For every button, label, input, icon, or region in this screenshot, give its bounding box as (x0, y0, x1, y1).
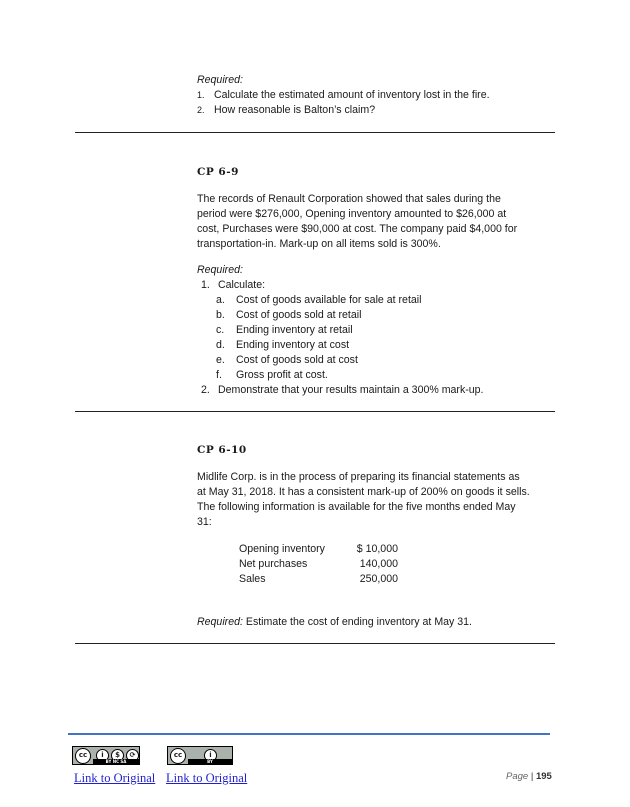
attribution-icon: i (204, 749, 217, 762)
item-number: 1. (197, 90, 205, 100)
list-item (201, 383, 484, 398)
paragraph-line: transportation-in. Mark-up on all items sold is 300%. (197, 238, 441, 250)
cc-by-nc-sa-badge[interactable] (72, 746, 140, 765)
section-divider (75, 132, 555, 133)
sub-item: c. Ending inventory at retail (216, 324, 353, 336)
noncommercial-icon: $ (111, 749, 124, 762)
table-value: 250,000 (359, 573, 398, 585)
problem-paragraph (197, 192, 557, 252)
required-statement (197, 615, 472, 630)
item-number: 1. (201, 279, 210, 291)
list-item (201, 278, 265, 293)
table-label: Sales (239, 573, 266, 585)
section-divider (75, 643, 555, 644)
item-text: Calculate: (217, 279, 266, 291)
sub-item: b. Cost of goods sold at retail (216, 309, 362, 321)
cc-by-badge[interactable] (167, 746, 233, 765)
attribution-icon: i (96, 749, 109, 762)
page-word: Page (506, 771, 529, 782)
paragraph-line: The following information is available for the five months ended May (197, 501, 516, 513)
list-item (197, 88, 490, 103)
table-label: Opening inventory (239, 543, 325, 555)
sub-item: d. Ending inventory at cost (216, 339, 350, 351)
paragraph-line: cost, Purchases were $90,000 at cost. The company paid $4,000 for (197, 223, 518, 235)
problem-heading: CP 6-9 (197, 166, 239, 178)
paragraph-line: 31: (197, 516, 212, 528)
sharealike-icon: ⟳ (126, 749, 139, 762)
table-value: $ 10,000 (356, 543, 398, 555)
sub-list (216, 293, 422, 383)
item-number: 2. (197, 105, 205, 115)
link-to-original[interactable]: Link to Original (166, 771, 248, 785)
required-label: Required: (197, 616, 243, 628)
page-number (506, 771, 552, 782)
link-to-original[interactable]: Link to Original (74, 771, 156, 785)
problem-heading: CP 6-10 (197, 444, 247, 456)
sub-item: f. Gross profit at cost. (216, 369, 328, 381)
table-row (239, 557, 409, 572)
paragraph-line: Midlife Corp. is in the process of preparing its financial statements as (197, 471, 520, 483)
required-text: Estimate the cost of ending inventory at May 31. (242, 616, 473, 628)
item-text: Calculate the estimated amount of inventory lost in the fire. (213, 89, 490, 101)
footer-rule (68, 733, 550, 735)
sub-item: e. Cost of goods sold at cost (216, 354, 358, 366)
table-row (239, 572, 409, 587)
page-separator: | (528, 771, 536, 782)
license-strip: BY (188, 759, 232, 764)
paragraph-line: period were $276,000, Opening inventory amounted to $26,000 at (197, 208, 507, 220)
list-item (197, 103, 375, 118)
item-text: How reasonable is Balton’s claim? (213, 104, 376, 116)
cc-icon: cc (170, 748, 186, 764)
paragraph-line: The records of Renault Corporation showed that sales during the (197, 193, 501, 205)
item-number: 2. (201, 384, 210, 396)
required-label: Required: (197, 74, 243, 86)
cc-icon: cc (75, 748, 91, 764)
paragraph-line: at May 31, 2018. It has a consistent mark-up of 200% on goods it sells. (197, 486, 530, 498)
table-row (239, 542, 409, 557)
item-text: Demonstrate that your results maintain a 300% mark-up. (217, 384, 484, 396)
table-label: Net purchases (239, 558, 308, 570)
license-strip: BY NC SA (93, 759, 139, 764)
page-num: 195 (535, 771, 552, 782)
sub-item: a. Cost of goods available for sale at retail (216, 294, 422, 306)
table-value: 140,000 (359, 558, 398, 570)
section-divider (75, 411, 555, 412)
required-label: Required: (197, 264, 243, 276)
problem-paragraph (197, 470, 562, 530)
